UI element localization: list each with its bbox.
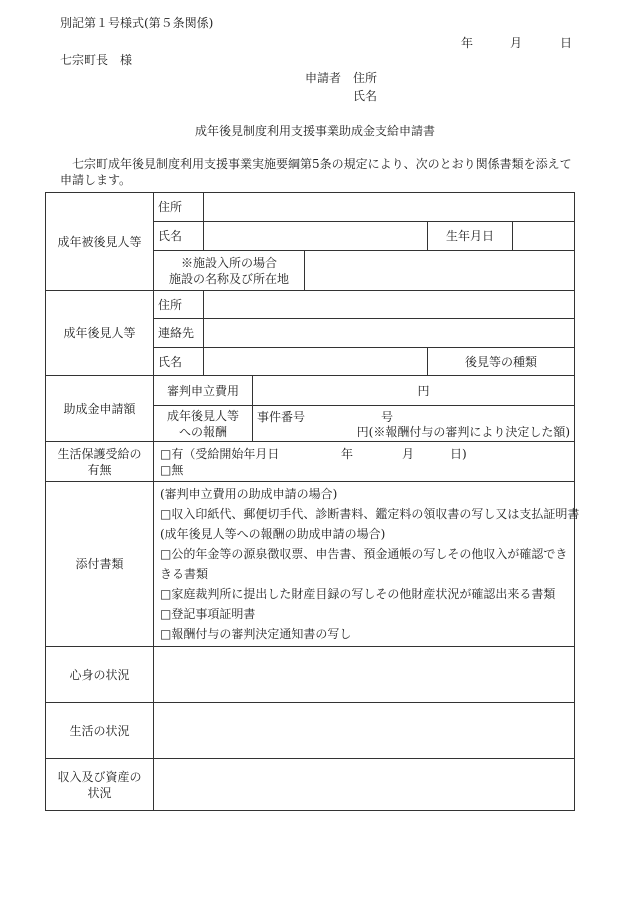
attachments-list <box>154 482 580 647</box>
form-number: 別記第１号様式(第５条関係) <box>60 16 214 30</box>
welfare-yes-checkbox[interactable]: □有（受給開始年月日 <box>160 446 280 461</box>
mental-physical-field[interactable] <box>154 647 575 703</box>
facility-label: 施設の名称及び所在地 <box>168 271 289 286</box>
date-month-label: 月 <box>510 36 523 50</box>
applicant-name-label: 氏名 <box>353 89 378 103</box>
ward-address-field[interactable] <box>204 193 575 222</box>
ward-address-label: 住所 <box>154 193 204 222</box>
welfare-label-line1: 生活保護受給の <box>57 446 142 461</box>
guardian-section-label: 成年後見人等 <box>46 291 154 376</box>
ward-section-label: 成年被後見人等 <box>46 193 154 291</box>
attachment-heading-trial: (審判申立費用の助成申請の場合) <box>160 487 338 501</box>
grant-section-label: 助成金申請額 <box>46 376 154 442</box>
application-table <box>45 192 580 811</box>
applicant-address-label: 住所 <box>353 71 378 85</box>
income-assets-label <box>46 759 154 811</box>
case-number-label: 事件番号 <box>257 409 306 424</box>
guardian-address-field[interactable] <box>204 291 575 319</box>
date-year-label: 年 <box>461 36 474 50</box>
welfare-yes-year: 年 <box>341 446 354 461</box>
fee-unit-note: 円(※報酬付与の審判により決定した額) <box>356 424 571 439</box>
ward-name-label: 氏名 <box>154 222 204 251</box>
living-status-field[interactable] <box>154 703 575 759</box>
trial-cost-field[interactable] <box>253 376 575 406</box>
fee-label-line2: への報酬 <box>178 424 227 439</box>
mental-physical-label: 心身の状況 <box>46 647 154 703</box>
income-label-line1: 収入及び資産の <box>57 769 142 784</box>
income-label-line2: 状況 <box>87 785 112 800</box>
ward-birthdate-field[interactable] <box>513 222 575 251</box>
fee-field[interactable] <box>253 406 575 442</box>
addressee: 七宗町長 様 <box>60 53 133 67</box>
facility-label-cell <box>154 251 305 291</box>
guardian-name-label: 氏名 <box>154 348 204 376</box>
guardian-name-field[interactable] <box>204 348 428 376</box>
facility-field[interactable] <box>305 251 575 291</box>
attachment-item-income-cont: きる書類 <box>160 567 209 581</box>
welfare-section-label <box>46 442 154 482</box>
ward-birthdate-label: 生年月日 <box>428 222 513 251</box>
attachment-heading-fee: (成年後見人等への報酬の助成申請の場合) <box>160 527 386 541</box>
trial-cost-label: 審判申立費用 <box>154 376 253 406</box>
welfare-label-line2: 有無 <box>87 462 112 477</box>
welfare-options <box>154 442 575 482</box>
guardian-type-label: 後見等の種類 <box>428 348 575 376</box>
trial-cost-unit: 円 <box>417 383 430 398</box>
ward-name-field[interactable] <box>204 222 428 251</box>
fee-label-line1: 成年後見人等 <box>166 408 239 423</box>
guardian-contact-label: 連絡先 <box>154 319 204 348</box>
attachment-item-assets[interactable]: □家庭裁判所に提出した財産目録の写しその他財産状況が確認出来る書類 <box>160 587 556 601</box>
income-assets-field[interactable] <box>154 759 575 811</box>
attachment-item-receipts[interactable]: □収入印紙代、郵便切手代、診断書料、鑑定料の領収書の写し又は支払証明書 <box>160 507 580 521</box>
living-status-label: 生活の状況 <box>46 703 154 759</box>
guardian-contact-field[interactable] <box>204 319 575 348</box>
attachment-item-income[interactable]: □公的年金等の源泉徴収票、申告書、預金通帳の写しその他収入が確認でき <box>160 547 568 561</box>
applicant-label: 申請者 <box>305 71 342 85</box>
intro-paragraph: 七宗町成年後見制度利用支援事業実施要綱第5条の規定により、次のとおり関係書類を添えて申請します。 <box>60 157 572 187</box>
welfare-yes-close: 日) <box>450 446 467 461</box>
case-number-unit: 号 <box>381 409 394 424</box>
welfare-yes-month: 月 <box>402 446 415 461</box>
attachment-item-registry[interactable]: □登記事項証明書 <box>160 607 256 621</box>
attachment-item-decision[interactable]: □報酬付与の審判決定通知書の写し <box>160 627 352 641</box>
form-title: 成年後見制度利用支援事業助成金支給申請書 <box>194 124 435 138</box>
guardian-address-label: 住所 <box>154 291 204 319</box>
fee-label-cell <box>154 406 253 442</box>
welfare-no-checkbox[interactable]: □無 <box>160 462 184 477</box>
date-day-label: 日 <box>560 36 573 50</box>
attachments-section-label: 添付書類 <box>46 482 154 647</box>
facility-note: ※施設入所の場合 <box>180 255 277 270</box>
